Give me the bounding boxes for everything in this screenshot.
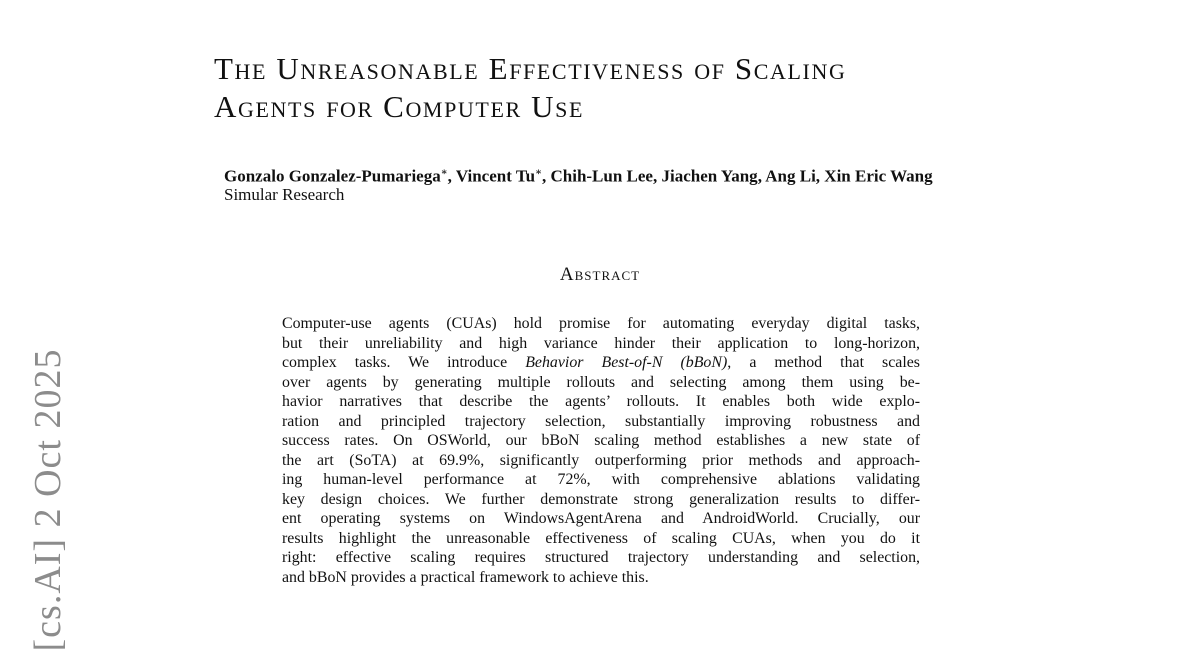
- abstract-text: , a method that scales: [727, 354, 920, 371]
- arxiv-side-stamp: [cs.AI] 2 Oct 2025: [27, 348, 69, 651]
- abstract-line: right: effective scaling requires structured trajectory understanding and selection,: [282, 549, 920, 566]
- abstract-line: results highlight the unreasonable effectiveness of scaling CUAs, when you do it: [282, 529, 920, 547]
- abstract-line: havior narratives that describe the agents’ rollouts. It enables both wide explo-: [282, 393, 920, 410]
- author-name: Ang Li: [765, 166, 816, 186]
- abstract-line: over agents by generating multiple rollouts and selecting among them using be-: [282, 373, 920, 391]
- author-list: [224, 162, 1124, 188]
- abstract-body: [282, 314, 920, 587]
- abstract-line: success rates. On OSWorld, our bBoN scaling method establishes a new state of: [282, 432, 920, 449]
- author-separator: ,: [541, 166, 551, 186]
- abstract-line: Computer-use agents (CUAs) hold promise for automating everyday digital tasks,: [282, 315, 920, 332]
- title-line-2: Agents for Computer Use: [214, 89, 584, 124]
- abstract-line: ration and principled trajectory selection, substantially improving robustness and: [282, 412, 920, 430]
- author-separator: ,: [815, 166, 825, 186]
- abstract-line: and bBoN provides a practical framework to achieve this.: [282, 568, 649, 586]
- abstract-line: but their unreliability and high variance hinder their application to long-horizon,: [282, 334, 920, 352]
- author-name: Gonzalo Gonzalez-Pumariega: [224, 166, 441, 186]
- abstract-line: ing human-level performance at 72%, with comprehensive ablations validating: [282, 471, 920, 488]
- method-name-italic: Behavior Best-of-N (bBoN): [525, 354, 728, 371]
- author-name: Chih-Lun Lee: [550, 166, 653, 186]
- abstract-line: the art (SoTA) at 69.9%, significantly outperforming prior methods and approach-: [282, 451, 920, 469]
- equal-contribution-mark: ∗: [440, 167, 448, 178]
- abstract-text: complex tasks. We introduce: [282, 354, 526, 371]
- paper-title: [214, 50, 1044, 126]
- affiliation: Simular Research: [224, 185, 345, 204]
- author-name: Jiachen Yang: [661, 166, 758, 186]
- abstract-heading: Abstract: [559, 264, 641, 285]
- author-name: Vincent Tu: [455, 166, 536, 186]
- abstract-line: ent operating systems on WindowsAgentArena and AndroidWorld. Crucially, our: [282, 510, 920, 527]
- author-separator: ,: [757, 166, 766, 186]
- author-name: Xin Eric Wang: [824, 166, 933, 186]
- title-line-1: The Unreasonable Effectiveness of Scaling: [214, 51, 847, 86]
- author-separator: ,: [652, 166, 662, 186]
- abstract-line: [282, 353, 920, 373]
- abstract-line: key design choices. We further demonstrate strong generalization results to differ-: [282, 490, 920, 508]
- author-separator: ,: [447, 166, 456, 186]
- equal-contribution-mark: ∗: [535, 167, 542, 178]
